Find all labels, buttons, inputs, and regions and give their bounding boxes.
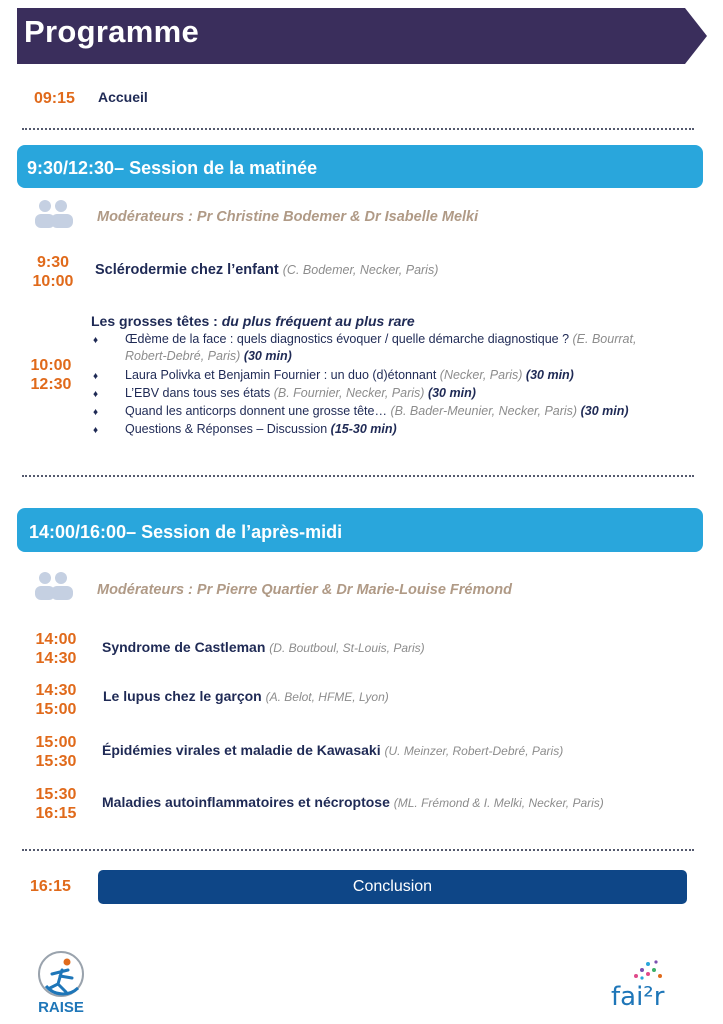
item-speaker: (B. Fournier, Necker, Paris) — [273, 386, 425, 400]
list-item-continued — [125, 349, 292, 363]
time-start: 15:00 — [35, 734, 77, 751]
list-item — [125, 368, 574, 382]
block-heading-emphasis: du plus fréquent au plus rare — [221, 313, 415, 329]
bullet-icon: ♦ — [93, 389, 99, 400]
time-end: 10:00 — [32, 273, 74, 290]
welcome-label: Accueil — [98, 89, 148, 105]
afternoon-session-title: 14:00/16:00– Session de l’après-midi — [29, 522, 343, 542]
item-text: L’EBV dans tous ses états — [125, 386, 274, 400]
talk-speaker: (A. Belot, HFME, Lyon) — [265, 690, 389, 704]
talk-title-text: Le lupus chez le garçon — [103, 688, 262, 704]
conclusion-bar: Conclusion — [98, 870, 687, 904]
talk-time — [32, 681, 80, 719]
time-end: 14:30 — [35, 650, 77, 667]
talk-title-text: Épidémies virales et maladie de Kawasaki — [102, 742, 381, 758]
divider — [22, 128, 694, 130]
time-start: 9:30 — [36, 254, 70, 271]
talk-speaker: (C. Bodemer, Necker, Paris) — [282, 263, 439, 277]
item-text: Questions & Réponses – Discussion — [125, 422, 331, 436]
block-heading — [91, 313, 415, 329]
moderators-icon — [33, 570, 75, 602]
item-duration: (30 min) — [580, 404, 629, 418]
time-end: 16:15 — [35, 805, 77, 822]
time-start: 10:00 — [30, 357, 72, 374]
talk-title-text: Maladies autoinflammatoires et nécroptose — [102, 794, 390, 810]
divider — [22, 849, 694, 851]
bullet-icon: ♦ — [93, 407, 99, 418]
item-speaker: (E. Bourrat, — [572, 332, 637, 346]
fai2r-logo-text: fai²r — [611, 982, 665, 1012]
talk-time — [29, 253, 77, 291]
talk-title — [95, 262, 438, 278]
talk-speaker: (D. Boutboul, St-Louis, Paris) — [269, 641, 425, 655]
welcome-time: 09:15 — [34, 90, 75, 107]
item-text: Quand les anticorps donnent une grosse tête… — [125, 404, 391, 418]
bullet-icon: ♦ — [93, 371, 99, 382]
bullet-icon: ♦ — [93, 335, 99, 346]
talk-time — [32, 733, 80, 771]
talk-title — [102, 794, 604, 810]
talk-time — [32, 785, 80, 823]
block-time — [27, 356, 75, 394]
morning-session-title: 9:30/12:30– Session de la matinée — [27, 158, 318, 178]
item-speaker: Robert-Debré, Paris) — [125, 349, 241, 363]
talk-title-text: Sclérodermie chez l’enfant — [95, 262, 279, 278]
talk-title — [102, 742, 563, 758]
time-start: 14:30 — [35, 682, 77, 699]
time-end: 15:00 — [35, 701, 77, 718]
block-heading-text: Les grosses têtes : — [91, 313, 222, 329]
talk-title — [103, 688, 389, 704]
raise-logo-text: RAISE — [38, 999, 84, 1016]
item-duration: (30 min) — [243, 349, 292, 363]
divider — [22, 475, 694, 477]
list-item — [125, 404, 629, 418]
item-speaker: (Necker, Paris) — [439, 368, 523, 382]
list-item — [125, 332, 636, 346]
talk-speaker: (ML. Frémond & I. Melki, Necker, Paris) — [393, 796, 604, 810]
talk-time — [32, 630, 80, 668]
talk-title — [102, 639, 425, 655]
item-duration: (30 min) — [427, 386, 476, 400]
morning-moderators: Modérateurs : Pr Christine Bodemer & Dr Isabelle Melki — [97, 209, 479, 225]
list-item — [125, 386, 476, 400]
list-item — [125, 422, 397, 436]
block-item-list — [93, 332, 693, 442]
talk-title-text: Syndrome de Castleman — [102, 639, 266, 655]
moderators-icon — [33, 198, 75, 230]
fai2r-dots-icon — [630, 958, 670, 982]
time-end: 15:30 — [35, 753, 77, 770]
page-title: Programme — [24, 14, 199, 49]
bullet-icon: ♦ — [93, 425, 99, 436]
item-text: Laura Polivka et Benjamin Fournier : un duo (d)étonnant — [125, 368, 440, 382]
time-start: 14:00 — [35, 631, 77, 648]
time-end: 12:30 — [30, 376, 72, 393]
item-duration: (15-30 min) — [330, 422, 397, 436]
item-duration: (30 min) — [525, 368, 574, 382]
afternoon-moderators: Modérateurs : Pr Pierre Quartier & Dr Marie-Louise Frémond — [97, 582, 512, 598]
time-start: 15:30 — [35, 786, 77, 803]
talk-speaker: (U. Meinzer, Robert-Debré, Paris) — [384, 744, 564, 758]
item-text: Œdème de la face : quels diagnostics évoquer / quelle démarche diagnostique ? — [125, 332, 573, 346]
closing-time: 16:15 — [30, 878, 71, 895]
item-speaker: (B. Bader-Meunier, Necker, Paris) — [390, 404, 578, 418]
